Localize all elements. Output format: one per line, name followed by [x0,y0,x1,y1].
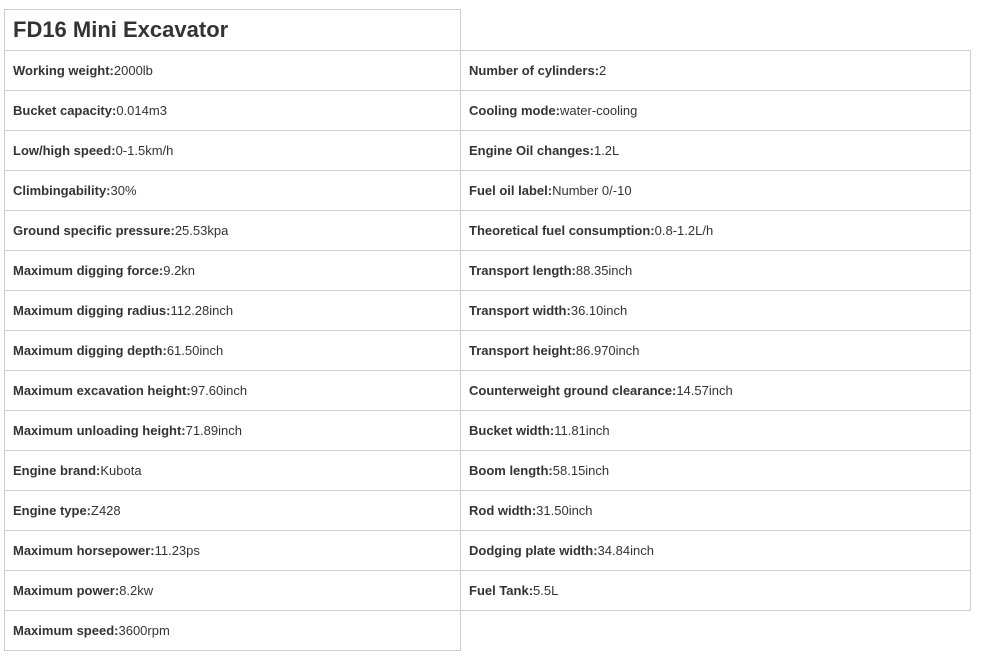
spec-label: Number of cylinders: [469,62,600,78]
spec-row [5,211,971,251]
spec-label: Maximum excavation height: [13,382,191,398]
spec-label: Rod width: [469,502,537,518]
spec-row [5,491,971,531]
spec-cell-left [5,131,461,171]
spec-value: 8.2kw [119,582,154,598]
spec-label: Boom length: [469,462,553,478]
spec-value: 0-1.5km/h [115,142,174,158]
spec-label: Dodging plate width: [469,542,598,558]
spec-value: Number 0/-10 [552,182,632,198]
spec-table-body [5,10,971,651]
spec-value: 71.89inch [185,422,242,438]
spec-row [5,91,971,131]
spec-label: Maximum speed: [13,622,119,638]
spec-cell-left [5,251,461,291]
spec-label: Maximum unloading height: [13,422,186,438]
spec-label: Transport height: [469,342,576,358]
spec-value: 58.15inch [552,462,610,478]
spec-label: Maximum power: [13,582,120,598]
spec-label: Theoretical fuel consumption: [469,222,655,238]
spec-cell-left [5,331,461,371]
page-title: FD16 Mini Excavator [5,10,461,51]
spec-value: 34.84inch [597,542,654,558]
spec-row [5,571,971,611]
spec-cell-left [5,291,461,331]
spec-cell-right [461,451,971,491]
spec-value: 31.50inch [536,502,593,518]
spec-cell-left [5,371,461,411]
spec-cell-left [5,491,461,531]
spec-label: Ground specific pressure: [13,222,175,238]
spec-cell-left [5,51,461,91]
spec-label: Engine type: [13,502,92,518]
spec-cell-right [461,91,971,131]
spec-label: Low/high speed: [13,142,116,158]
spec-table [4,9,971,651]
spec-cell-right [461,491,971,531]
spec-label: Climbingability: [13,182,111,198]
spec-cell-left [5,171,461,211]
spec-label: Bucket width: [469,422,555,438]
spec-label: Engine brand: [13,462,101,478]
spec-label: Maximum digging radius: [13,302,171,318]
spec-value: 36.10inch [570,302,628,318]
spec-label: Fuel Tank: [469,582,534,598]
spec-row [5,331,971,371]
spec-label: Fuel oil label: [469,182,553,198]
spec-row [5,371,971,411]
spec-cell-right [461,571,971,611]
spec-value: 112.28inch [170,302,234,318]
spec-value: 30% [110,182,137,198]
spec-label: Maximum digging depth: [13,342,167,358]
spec-value: Z428 [91,502,121,518]
spec-label: Transport length: [469,262,576,278]
spec-row [5,171,971,211]
spec-cell-left [5,451,461,491]
spec-value: 11.23ps [154,542,200,558]
spec-label: Engine Oil changes: [469,142,594,158]
spec-row [5,411,971,451]
spec-value: 97.60inch [190,382,248,398]
spec-value: 14.57inch [676,382,733,398]
spec-value: 3600rpm [118,622,170,638]
spec-cell-left [5,531,461,571]
spec-cell-right [461,291,971,331]
spec-cell-empty [461,611,971,651]
spec-label: Maximum digging force: [13,262,164,278]
spec-cell-right [461,371,971,411]
spec-label: Counterweight ground clearance: [469,382,677,398]
spec-value: Kubota [100,462,142,478]
spec-label: Transport width: [469,302,571,318]
spec-value: 11.81inch [554,422,610,438]
spec-row [5,131,971,171]
spec-cell-right [461,131,971,171]
spec-value: 86.970inch [575,342,640,358]
title-row-empty-cell [461,10,971,51]
title-row [5,10,971,51]
spec-row [5,531,971,571]
spec-value: 9.2kn [163,262,196,278]
spec-row [5,291,971,331]
spec-label: Cooling mode: [469,102,560,118]
spec-value: 1.2L [593,142,620,158]
spec-cell-right [461,171,971,211]
spec-value: 0.8-1.2L/h [654,222,714,238]
spec-label: Working weight: [13,62,114,78]
spec-cell-right [461,331,971,371]
spec-value: water-cooling [560,102,638,118]
spec-value: 2 [599,62,607,78]
spec-cell-right [461,251,971,291]
spec-row [5,251,971,291]
spec-row [5,611,971,651]
spec-value: 88.35inch [575,262,633,278]
spec-cell-left [5,611,461,651]
spec-value: 25.53kpa [174,222,229,238]
spec-cell-left [5,411,461,451]
spec-row [5,51,971,91]
spec-cell-right [461,531,971,571]
spec-cell-left [5,211,461,251]
spec-cell-left [5,571,461,611]
spec-cell-right [461,211,971,251]
spec-value: 2000lb [113,62,153,78]
spec-cell-right [461,411,971,451]
spec-value: 5.5L [533,582,559,598]
spec-label: Maximum horsepower: [13,542,155,558]
spec-value: 61.50inch [166,342,224,358]
spec-cell-left [5,91,461,131]
spec-row [5,451,971,491]
spec-cell-right [461,51,971,91]
spec-label: Bucket capacity: [13,102,117,118]
spec-value: 0.014m3 [116,102,167,118]
